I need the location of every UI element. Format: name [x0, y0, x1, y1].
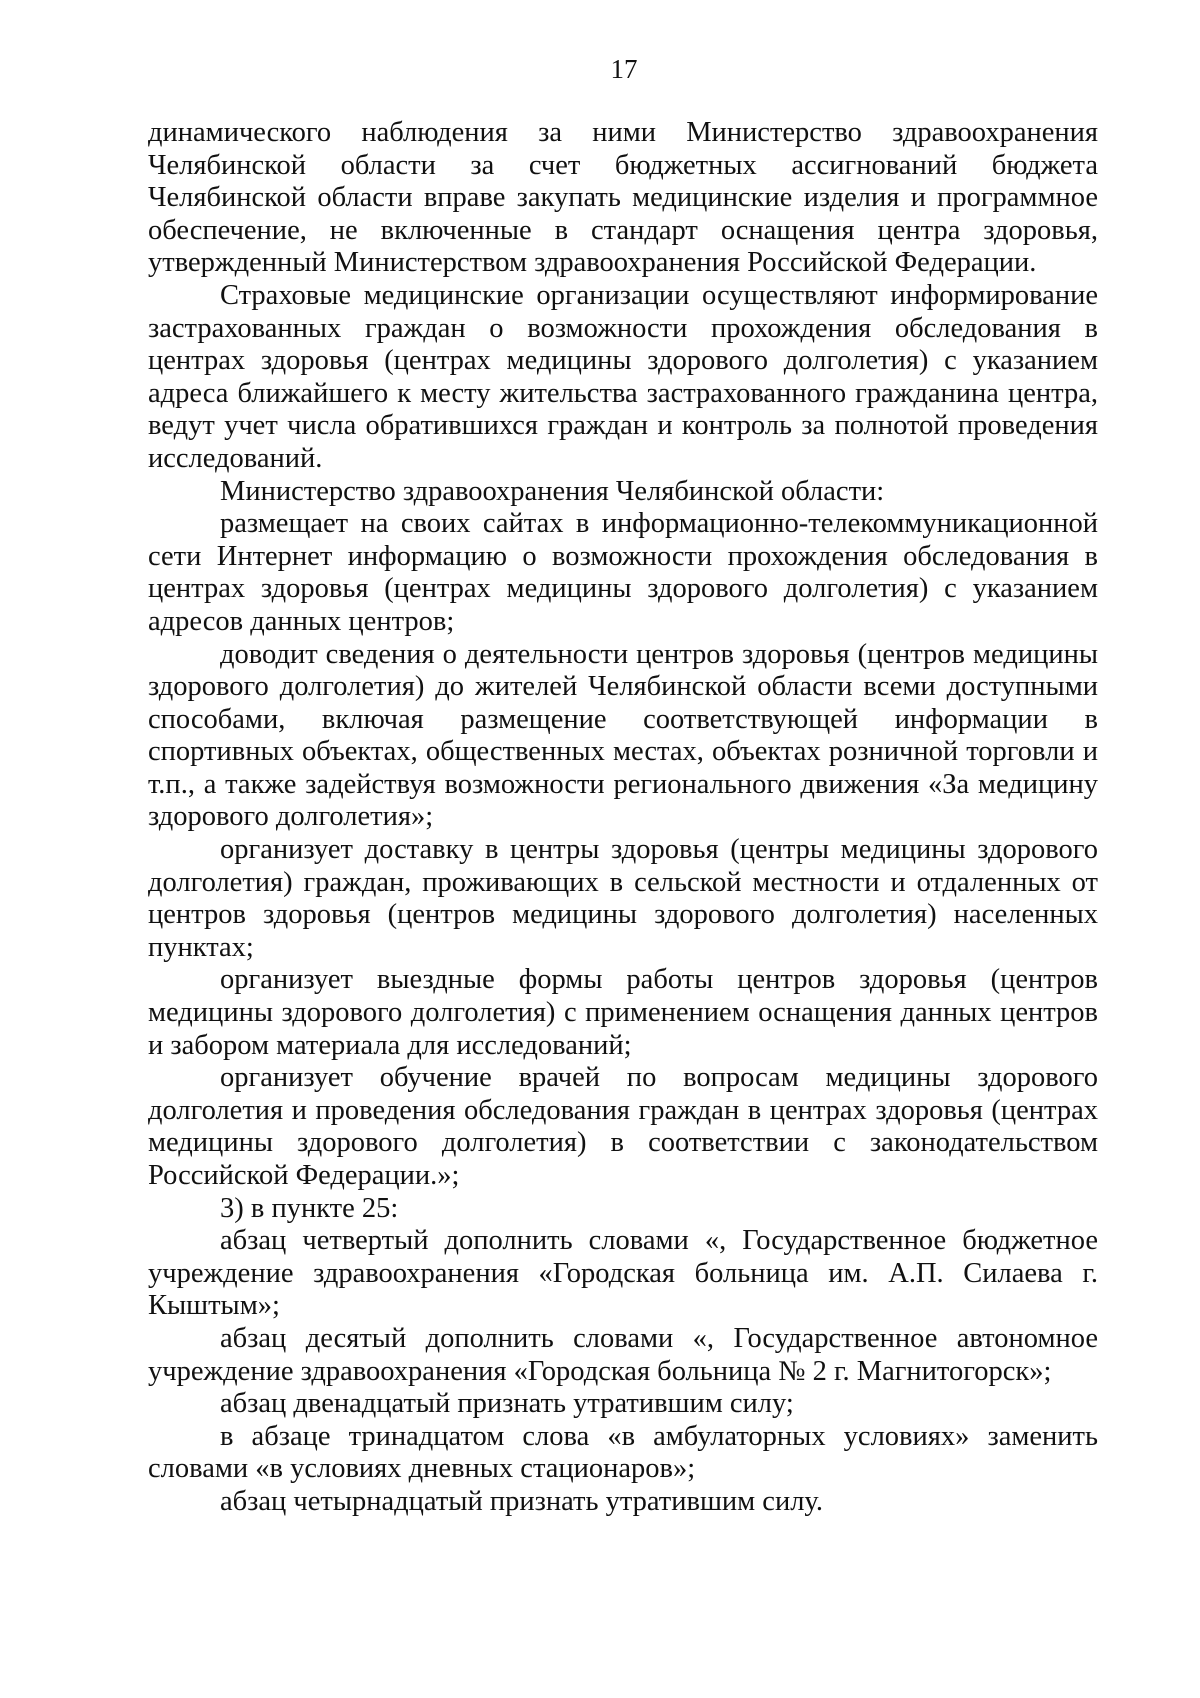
paragraph-amendment-4: абзац четвертый дополнить словами «, Государственное бюджетное учреждение здравоохранения «Городская больница им. А.П. Силаева г. Кыштым»; — [148, 1225, 1098, 1322]
paragraph-ministry-heading: Министерство здравоохранения Челябинской области: — [220, 475, 885, 507]
paragraph-amendment-14: абзац четырнадцатый признать утратившим силу. — [220, 1485, 823, 1517]
paragraph-ministry-website: размещает на своих сайтах в информационно-телекоммуникационной сети Интернет информацию о возможности прохождения обследования в центрах здоровья (центрах медицины здорового долголетия) с указанием адресов данных центров; — [148, 508, 1098, 637]
paragraph-ministry-training: организует обучение врачей по вопросам медицины здорового долголетия и проведения обследования граждан в центрах здоровья (центрах медицины здорового долголетия) в соответствии с законодательством Российской Федерации.»; — [148, 1062, 1098, 1191]
document-body — [148, 117, 1098, 1519]
paragraph-insurance-organizations: Страховые медицинские организации осуществляют информирование застрахованных граждан о возможности прохождения обследования в центрах здоровья (центрах медицины здорового долголетия) с указанием адреса ближайшего к месту жительства застрахованного гражданина центра, ведут учет числа обратившихся граждан и контроль за полнотой проведения исследований. — [148, 279, 1098, 474]
paragraph-amendment-13: в абзаце тринадцатом слова «в амбулаторных условиях» заменить словами «в условиях дневных стационаров»; — [148, 1420, 1098, 1485]
paragraph-item-25: 3) в пункте 25: — [220, 1192, 399, 1224]
paragraph-ministry-informing: доводит сведения о деятельности центров здоровья (центров медицины здорового долголетия) до жителей Челябинской области всеми доступными способами, включая размещение соответствующей информации в спортивных объектах, общественных местах, объектах розничной торговли и т.п., а также задействуя возможности регионального движения «За медицину здорового долголетия»; — [148, 638, 1098, 833]
page-number: 17 — [610, 54, 638, 84]
paragraph-amendment-10: абзац десятый дополнить словами «, Государственное автономное учреждение здравоохранения «Городская больница № 2 г. Магнитогорск»; — [148, 1322, 1098, 1387]
paragraph-ministry-delivery: организует доставку в центры здоровья (центры медицины здорового долголетия) граждан, проживающих в сельской местности и отдаленных от центров здоровья (центров медицины здорового долголетия) населенных пунктах; — [148, 834, 1098, 963]
paragraph-amendment-12: абзац двенадцатый признать утратившим силу; — [220, 1388, 794, 1420]
paragraph-ministry-field-work: организует выездные формы работы центров здоровья (центров медицины здорового долголетия) с применением оснащения данных центров и забором материала для исследований; — [148, 964, 1098, 1061]
paragraph-continuation: динамического наблюдения за ними Министерство здравоохранения Челябинской области за счет бюджетных ассигнований бюджета Челябинской области вправе закупать медицинские изделия и программное обеспечение, не включенные в стандарт оснащения центра здоровья, утвержденный Министерством здравоохранения Российской Федерации. — [148, 117, 1098, 279]
